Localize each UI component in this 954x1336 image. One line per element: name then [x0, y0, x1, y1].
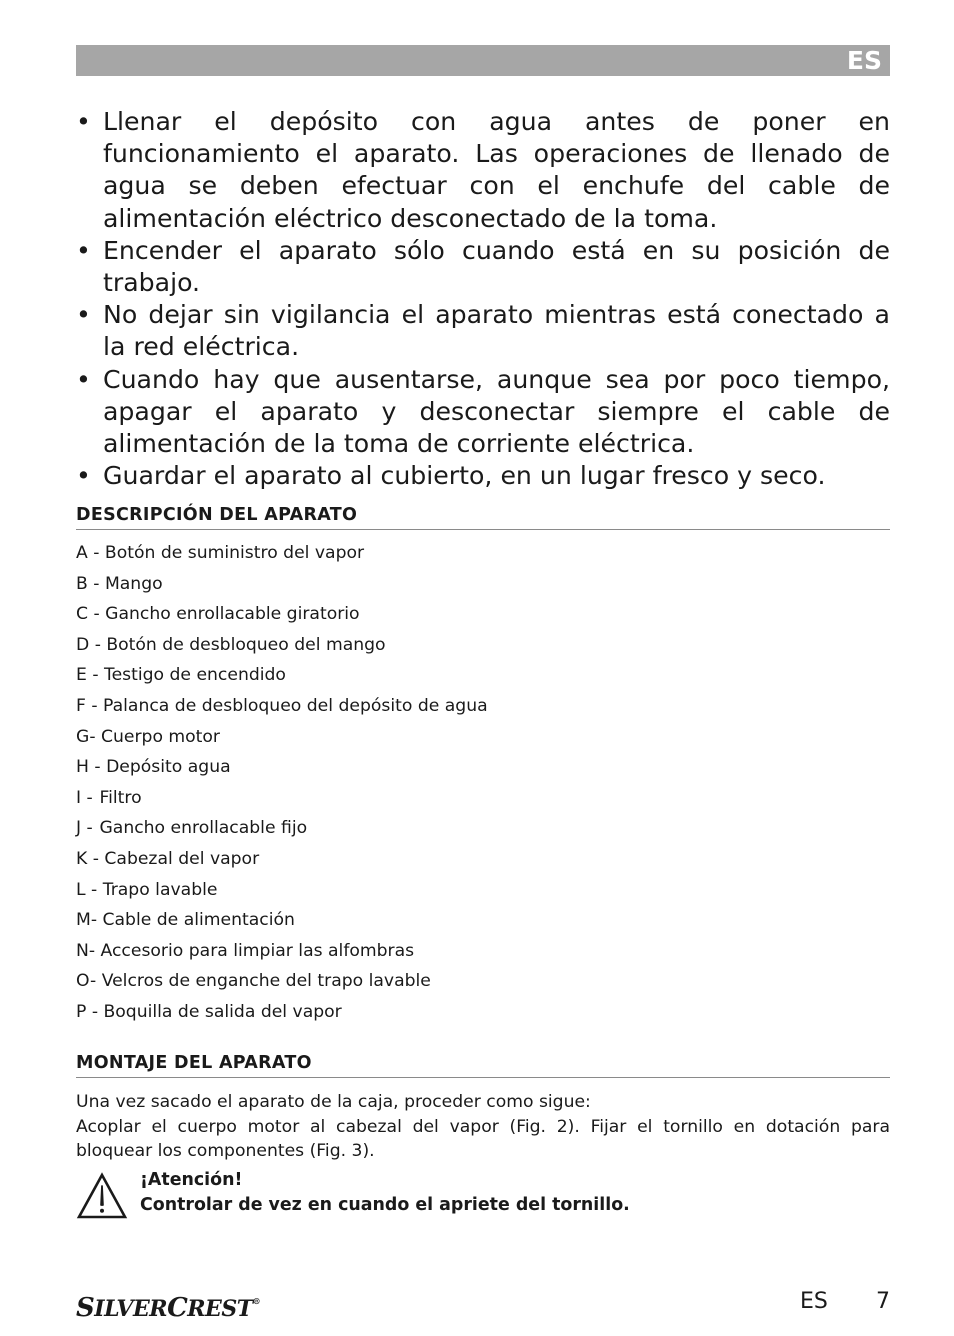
bullet-text: Llenar el depósito con agua antes de poner en funcionamiento el aparato. Las operaciones de llenado de agua se deben efectuar con el enchufe del cable de alimentación eléctrico desconectado de la toma.	[103, 107, 890, 233]
assembly-paragraph: Una vez sacado el aparato de la caja, proceder como sigue:	[76, 1092, 591, 1112]
part-text: Filtro	[99, 787, 142, 808]
assembly-body	[76, 1090, 890, 1164]
description-section-title: DESCRIPCIÓN DEL APARATO	[76, 504, 890, 530]
part-item	[76, 936, 890, 967]
part-text: Botón de desbloqueo del mango	[106, 634, 386, 655]
part-text: Palanca de desbloqueo del depósito de agua	[103, 695, 488, 716]
header-bar	[76, 45, 890, 76]
safety-bullet	[76, 460, 890, 492]
bullet-dot: •	[76, 107, 91, 136]
part-letter: O-	[76, 971, 97, 992]
part-letter: F -	[76, 695, 98, 716]
language-tab: ES	[846, 46, 882, 75]
bullet-text: Cuando hay que ausentarse, aunque sea por poco tiempo, apagar el aparato y desconectar siempre el cable de alimentación de la toma de corriente eléctrica.	[103, 364, 890, 459]
safety-bullet-list	[76, 106, 890, 492]
part-letter: J -	[76, 818, 93, 839]
part-text: Velcros de enganche del trapo lavable	[101, 971, 431, 992]
part-letter: H -	[76, 757, 101, 778]
footer-language: ES	[800, 1289, 828, 1314]
part-text: Trapo lavable	[102, 879, 218, 900]
safety-bullet	[76, 235, 890, 299]
bullet-dot: •	[76, 461, 91, 491]
part-letter: P -	[76, 1001, 99, 1022]
warning-title: ¡Atención!	[140, 1170, 243, 1190]
part-item	[76, 569, 890, 600]
assembly-paragraph: Acoplar el cuerpo motor al cabezal del vapor (Fig. 2). Fijar el tornillo en dotación para bloquear los componentes (Fig. 3).	[76, 1116, 890, 1162]
part-item	[76, 660, 890, 691]
part-letter: L -	[76, 879, 98, 900]
part-item	[76, 599, 890, 630]
part-text: Cabezal del vapor	[104, 848, 260, 869]
safety-bullet	[76, 106, 890, 235]
part-letter: K -	[76, 848, 99, 869]
bullet-dot: •	[76, 300, 91, 330]
part-item	[76, 538, 890, 569]
part-item	[76, 875, 890, 906]
part-item	[76, 997, 890, 1028]
part-letter: C -	[76, 604, 100, 625]
part-letter: E -	[76, 665, 99, 686]
part-text: Gancho enrollacable fijo	[99, 818, 308, 839]
part-item	[76, 844, 890, 875]
part-letter: M-	[76, 910, 98, 931]
part-text: Accesorio para limpiar las alfombras	[100, 940, 415, 961]
safety-bullet	[76, 364, 890, 461]
bullet-text: No dejar sin vigilancia el aparato mientras está conectado a la red eléctrica.	[103, 300, 890, 362]
part-text: Cable de alimentación	[102, 910, 295, 931]
part-letter: I -	[76, 787, 93, 808]
part-text: Gancho enrollacable giratorio	[105, 604, 360, 625]
part-item	[76, 630, 890, 661]
parts-list	[76, 538, 890, 1028]
safety-bullet	[76, 299, 890, 363]
part-item	[76, 783, 890, 814]
page-number: 7	[876, 1289, 890, 1314]
bullet-text: Guardar el aparato al cubierto, en un lugar fresco y seco.	[103, 461, 826, 491]
part-item	[76, 813, 890, 844]
warning-message: Controlar de vez en cuando el apriete del tornillo.	[140, 1195, 630, 1215]
assembly-section-title: MONTAJE DEL APARATO	[76, 1052, 890, 1078]
part-letter: G-	[76, 726, 96, 747]
warning-block	[140, 1168, 630, 1218]
part-letter: A -	[76, 543, 100, 563]
part-item	[76, 905, 890, 936]
part-text: Depósito agua	[106, 757, 231, 778]
part-text: Botón de suministro del vapor	[104, 543, 365, 563]
part-text: Boquilla de salida del vapor	[103, 1001, 342, 1022]
part-item	[76, 966, 890, 997]
part-item	[76, 691, 890, 722]
part-letter: D -	[76, 634, 101, 655]
part-text: Mango	[104, 573, 163, 594]
part-letter: B -	[76, 573, 100, 594]
brand-logo: SILVERCREST®	[76, 1293, 261, 1323]
part-item	[76, 752, 890, 783]
bullet-dot: •	[76, 235, 91, 265]
bullet-text: Encender el aparato sólo cuando está en su posición de trabajo.	[103, 235, 890, 298]
part-text: Cuerpo motor	[101, 726, 221, 747]
bullet-dot: •	[76, 364, 91, 394]
part-letter: N-	[76, 940, 96, 961]
part-text: Testigo de encendido	[104, 665, 286, 686]
warning-triangle-icon	[76, 1172, 128, 1220]
part-item	[76, 722, 890, 753]
